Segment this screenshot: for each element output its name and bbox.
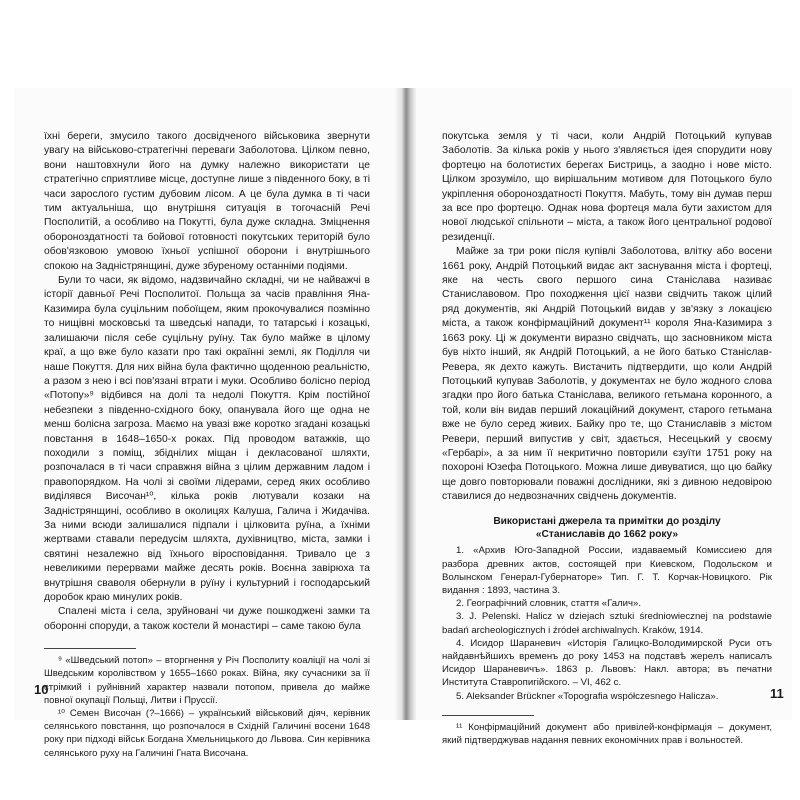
left-page <box>14 88 394 759</box>
source-item: 3. J. Pelenski. Halicz w dziejach sztuki średniowiecznej na podstawie badań archeologicznych i źródeł archiwalnych. Kraków, 1914. <box>442 611 772 636</box>
book-spread <box>14 88 792 759</box>
source-item: 2. Географічний словник, стаття «Галич». <box>456 598 642 610</box>
paragraph: їхні береги, змусило такого досвідченого військовика звернути увагу на військово-стратегічні переваги Заболотова. Цілком певно, вони наштовхнули його на думку належно використати це стратегічно сприятливе місце, доступне лише з південного боку, в ті часи зарослого густим дубовим лісом. А це була думка в ті часи тим актуальніша, що внутрішня ситуація в тогочасній Речі Посполитій, а особливо на Покутті, була дуже складна. Зміцнення обороноздатності та бойової готовності покутських територій було обов'язковою умовою їхньої успішної оборони і внутрішнього спокою на Задністрянщині, дуже збуреному останніми подіями. <box>44 131 370 272</box>
source-item: 5. Aleksander Brückner «Topografia współczesnego Halicza». <box>456 690 719 702</box>
footnote-divider <box>44 648 136 649</box>
left-page-text <box>44 130 370 760</box>
right-page <box>416 88 792 747</box>
paragraph: Були то часи, як відомо, надзвичайно складні, чи не найважчі в історії давньої Речі Посполитої. Польща за часів правління Яна-Казимира була суцільним побоїщем, яким прокочувалися позмінно то нищівні московські та шведські напади, то татарські і козацькі, залишаючи після себе суцільну руїну. Так було майже в цілому краї, а що вже було казати про такі окраїнні землі, як Поділля чи наше Покуття. Для них війна була фактично щоденною реальністю, а разом з нею і всі пов'язані втрати і муки. Особливо болісно період «Потопу»⁹ відбився на долі та недолі Покуття. Крім постійної небезпеки з південно-східного боку, опанувала його ще одна не менш болісна загроза. Маємо на увазі вже коротко згадані козацькі повстання в 1648–1650-х роках. Під проводом ватажків, що походили з поміщ, збіднілих міщан і декласованої шляхти, розпочалася в ті часи справжня війна з цілим державним ладом і правопорядком. На чолі зі своїми лідерами, серед яких особливо виділявся Височан¹⁰, кілька років лютували козаки на Задністрянщині, особливо в околицях Калуша, Галича і Жидачіва. За ними всюди залишалися підпали і цілковита руїна, а їхніми жертвами ставали передусім шляхта, духівництво, міста, замки і святині незалежно від їхнього віросповідання. Тривало це з невеликими перервами майже десять років. Воєнна завірюха та внутрішня сваволя обернули в руїну і культурний і господарський доробок краю минулих років. <box>44 275 370 603</box>
source-item: 1. «Архив Юго-Западной России, издаваемый Комиссиею для разбора древних актов, состоящей при Киевском, Подольском и Волынском Генерал-Губернаторе» Тип. Г. Т. Корчак-Новицкого. Рік видання : 1893, частина 3. <box>442 545 772 596</box>
paragraph: Спалені міста і села, зруйновані чи дуже пошкоджені замки та оборонні споруди, а також костели й монастирі – саме такою була <box>44 606 370 632</box>
sources-heading <box>442 515 772 542</box>
footnote: ¹¹ Конфірмаційний документ або привілей-конфірмація – документ, який підтверджував надання певних економічних прав і вольностей. <box>442 721 772 747</box>
sources-heading-line: «Станиславів до 1662 року» <box>535 528 679 540</box>
sources-heading-line: Використані джерела та примітки до розділу <box>493 515 721 527</box>
book-gutter <box>394 88 416 720</box>
footnote: ¹⁰ Семен Височан (?–1666) – український військовий діяч, керівник селянського повстання, що розпочалося в Східній Галичині восени 1648 року при підході військ Богдана Хмельницького до Львова. Син керівника селянського руху на Галичині Гната Височана. <box>44 708 370 759</box>
paragraph: покутська земля у ті часи, коли Андрій Потоцький купував Заболотів. За кілька років у нього з'являється ідея спорудити нову фортецю на болотистих берегах Бистриць, а заодно і нове місто. Цілком зрозуміло, що вирішальним мотивом для Потоцького було укріплення обороноздатності Покуття. Мабуть, тому він думав перш за все про фортецю. Однак нова фортеця мала бути захистом для нової людської спільноти – міста, а також його центральної родової резиденції. <box>442 131 772 243</box>
page-number: 11 <box>770 686 784 701</box>
paragraph: Майже за три роки після купівлі Заболотова, влітку або восени 1661 року, Андрій Потоцький видає акт заснування міста і фортеці, яке на честь свого першого сина Станіслава називає Станиславовом. Про походження цієї назви свідчить також цілий ряд документів, які Андрій Потоцький видав у зв'язку з локацією міста, а також конфірмаційний документ¹¹ короля Яна-Казимира з 1663 року. Ці ж документи виразно свідчать, що засновником міста був ніхто інший, як Андрій Потоцький, а не його батько Станіслав-Ревера, як дехто кажуть. Вистачить підтвердити, що коли Андрій Потоцький купував Заболотів, у документах не було жодного слова згадки про його батька Станіслава, великого гетьмана коронного, а той, коли він видав перший локаційний документ, старого гетьмана вже не було серед живих. Байку про те, що Станиславів з містом Ревери, перший випустив у світ, здається, Несецький у своєму «Гербарі», а за ним її некритично повторили єзуїти 1751 року на похороні Юзефа Потоцького. Можна лише дивуватися, що цю байку ще довго повторювали поважні дослідники, які з дивною недовірою ставилися до недвозначних свідчень документів. <box>442 246 772 503</box>
footnote-divider <box>442 715 534 716</box>
right-page-text <box>442 130 772 747</box>
page-number: 10 <box>34 682 49 697</box>
footnote: ⁹ «Шведський потоп» – вторгнення у Річ Посполиту коаліції на чолі зі Шведським королівством у 1655–1660 роках. Війна, яку сучасники за її стрімкий і руйнівний характер назвали потопом, привела до майже повної окупації Польщі, Литви і Пруссії. <box>44 655 370 706</box>
source-item: 4. Исидор Шараневич «Исторія Галицко-Володимирской Руси отъ найдавнѣйшихъ временъ до року 1453 на подставѣ жерелъ написалъ Исидор Шараневичъ». 1863 р. Львовъ: Накл. автора; въ печатни Института Ставропигійского. – VI, 462 с. <box>442 637 772 689</box>
